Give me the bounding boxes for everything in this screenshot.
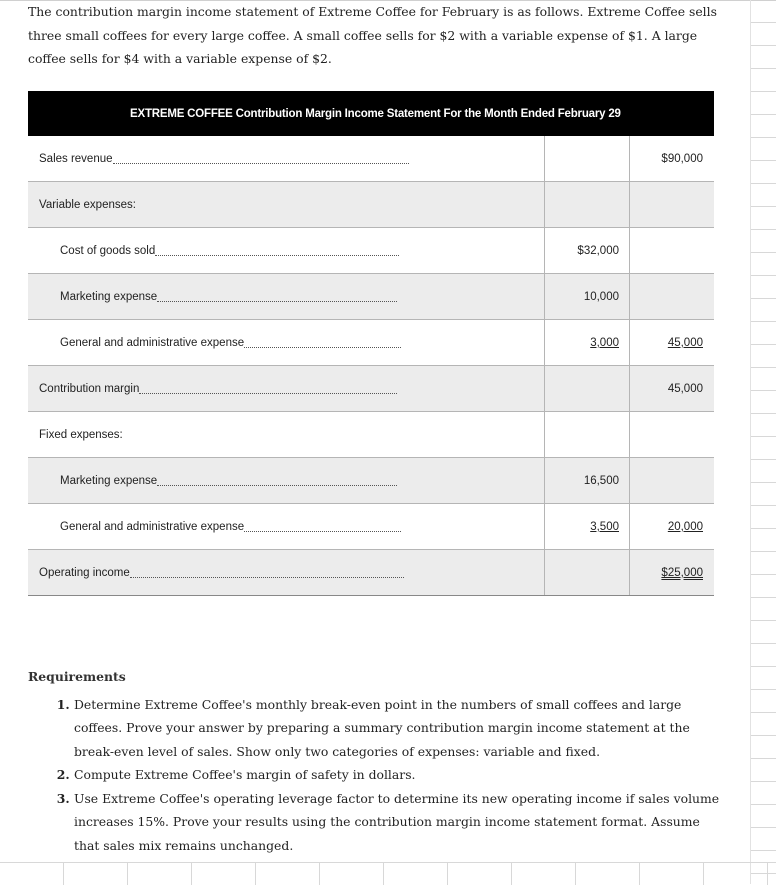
cell-right: 45,000 <box>667 382 703 395</box>
cell-mid <box>545 136 630 181</box>
leader-dots <box>155 254 399 256</box>
leader-dots <box>130 576 404 578</box>
requirement-item <box>74 763 728 787</box>
intro-paragraph: The contribution margin income statement of Extreme Coffee for February is as follows. Extreme Coffee sells three small coffees for every large coffee. A small coffee sells for $2 with a variable expense of $1. A large coffee sells for $4 with a variable expense of $2. <box>28 4 717 66</box>
cell-mid <box>545 550 630 595</box>
requirement-text: Determine Extreme Coffee's monthly break-even point in the numbers of small coffees and large coffees. Prove your answer by preparing a summary contribution margin income statement at the break-even level of sales. Show only two categories of expenses: variable and fixed. <box>74 696 690 759</box>
row-fixed-marketing-expense <box>28 458 714 504</box>
cell-right: $90,000 <box>661 152 703 165</box>
requirement-item <box>74 693 728 764</box>
cell-right: 20,000 <box>667 520 703 533</box>
leader-dots <box>244 530 401 532</box>
row-contribution-margin <box>28 366 714 412</box>
row-label: Variable expenses: <box>39 198 136 211</box>
requirement-text: Compute Extreme Coffee's margin of safety in dollars. <box>74 767 416 782</box>
row-variable-expenses-heading <box>28 182 714 228</box>
requirement-text: Use Extreme Coffee's operating leverage factor to determine its new operating income if sales volume increases 15%. Prove your results using the contribution margin income statement format. Assume that sales mix remains unchanged. <box>74 790 720 853</box>
cell-right <box>630 274 714 319</box>
row-label: Sales revenue <box>39 152 113 165</box>
cell-right <box>630 182 714 227</box>
cell-right: $25,000 <box>661 566 703 579</box>
requirement-item <box>74 787 728 858</box>
cell-mid: 3,000 <box>590 336 619 349</box>
row-fixed-ga-expense <box>28 504 714 550</box>
statement-title: EXTREME COFFEE Contribution Margin Income Statement For the Month Ended February 29 <box>28 91 714 136</box>
cell-right <box>630 458 714 503</box>
leader-dots <box>157 484 397 486</box>
requirements-section <box>28 665 728 857</box>
row-operating-income <box>28 550 714 596</box>
leader-dots <box>113 162 409 164</box>
row-label: Operating income <box>39 566 130 579</box>
spreadsheet-grid-bottom <box>0 862 776 885</box>
cell-mid: $32,000 <box>545 228 630 273</box>
row-label: Contribution margin <box>39 382 140 395</box>
cell-mid <box>545 182 630 227</box>
cell-mid <box>545 412 630 457</box>
row-variable-ga-expense <box>28 320 714 366</box>
row-variable-marketing-expense <box>28 274 714 320</box>
cell-right <box>630 228 714 273</box>
row-label: Marketing expense <box>60 474 158 487</box>
cell-mid <box>545 366 630 411</box>
row-label: Marketing expense <box>60 290 158 303</box>
cell-mid: 3,500 <box>590 520 619 533</box>
cell-right <box>630 412 714 457</box>
cell-right: 45,000 <box>667 336 703 349</box>
requirements-title: Requirements <box>28 669 126 684</box>
leader-dots <box>244 346 401 348</box>
row-fixed-expenses-heading <box>28 412 714 458</box>
leader-dots <box>139 392 397 394</box>
leader-dots <box>157 300 397 302</box>
income-statement-table <box>28 91 714 596</box>
row-label: General and administrative expense <box>60 336 245 349</box>
spreadsheet-grid-right <box>750 0 776 884</box>
row-cost-of-goods-sold <box>28 228 714 274</box>
cell-mid: 16,500 <box>545 458 630 503</box>
row-label: Cost of goods sold <box>60 244 156 257</box>
requirements-list <box>28 693 728 858</box>
row-label: Fixed expenses: <box>39 428 123 441</box>
row-sales-revenue <box>28 136 714 182</box>
row-label: General and administrative expense <box>60 520 245 533</box>
cell-mid: 10,000 <box>545 274 630 319</box>
